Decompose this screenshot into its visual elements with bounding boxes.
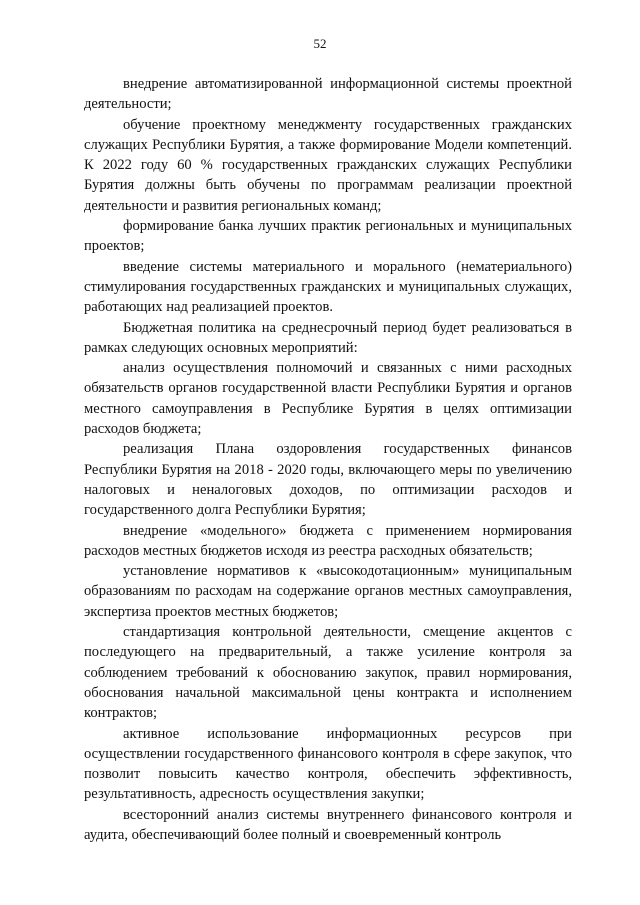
paragraph: введение системы материального и морального (нематериального) стимулирования государственных гражданских и муниципальных служащих, работающих над реализацией проектов. <box>84 258 572 316</box>
paragraph: формирование банка лучших практик региональных и муниципальных проектов; <box>84 218 572 255</box>
paragraph: внедрение «модельного» бюджета с применением нормирования расходов местных бюджетов исходя из реестра расходных обязательств; <box>84 522 572 559</box>
paragraph: внедрение автоматизированной информационной системы проектной деятельности; <box>84 76 572 113</box>
body-text <box>84 74 572 845</box>
paragraph: активное использование информационных ресурсов при осуществлении государственного финансового контроля в сфере закупок, что позволит повысить качество контроля, обеспечить эффективность, результативность, адресность осуществления закупки; <box>84 725 572 803</box>
paragraph: реализация Плана оздоровления государственных финансов Республики Бурятия на 2018 - 2020 годы, включающего меры по увеличению налоговых и неналоговых доходов, по оптимизации расходов и государственного долга Республики Бурятия; <box>84 441 572 519</box>
paragraph: стандартизация контрольной деятельности, смещение акцентов с последующего на предварительный, а также усиление контроля за соблюдением требований к обоснованию закупок, правил нормирования, обоснования начальной максимальной цены контракта и исполнением контрактов; <box>84 624 572 722</box>
paragraph: установление нормативов к «высокодотационным» муниципальным образованиям по расходам на содержание органов местных самоуправления, экспертиза проектов местных бюджетов; <box>84 563 572 620</box>
paragraph: всесторонний анализ системы внутреннего финансового контроля и аудита, обеспечивающий более полный и своевременный контроль <box>84 806 572 843</box>
paragraph: Бюджетная политика на среднесрочный период будет реализоваться в рамках следующих основных мероприятий: <box>84 319 572 356</box>
paragraph: анализ осуществления полномочий и связанных с ними расходных обязательств органов государственной власти Республики Бурятия и органов местного самоуправления в Республике Бурятия в целях оптимизации расходов бюджета; <box>84 360 572 438</box>
paragraph: обучение проектному менеджменту государственных гражданских служащих Республики Бурятия, а также формирование Модели компетенций. К 2022 году 60 % государственных гражданских служащих Республики Бурятия должны быть обучены по программам реализации проектной деятельности и развития региональных команд; <box>84 116 572 214</box>
page-number: 52 <box>313 36 327 51</box>
